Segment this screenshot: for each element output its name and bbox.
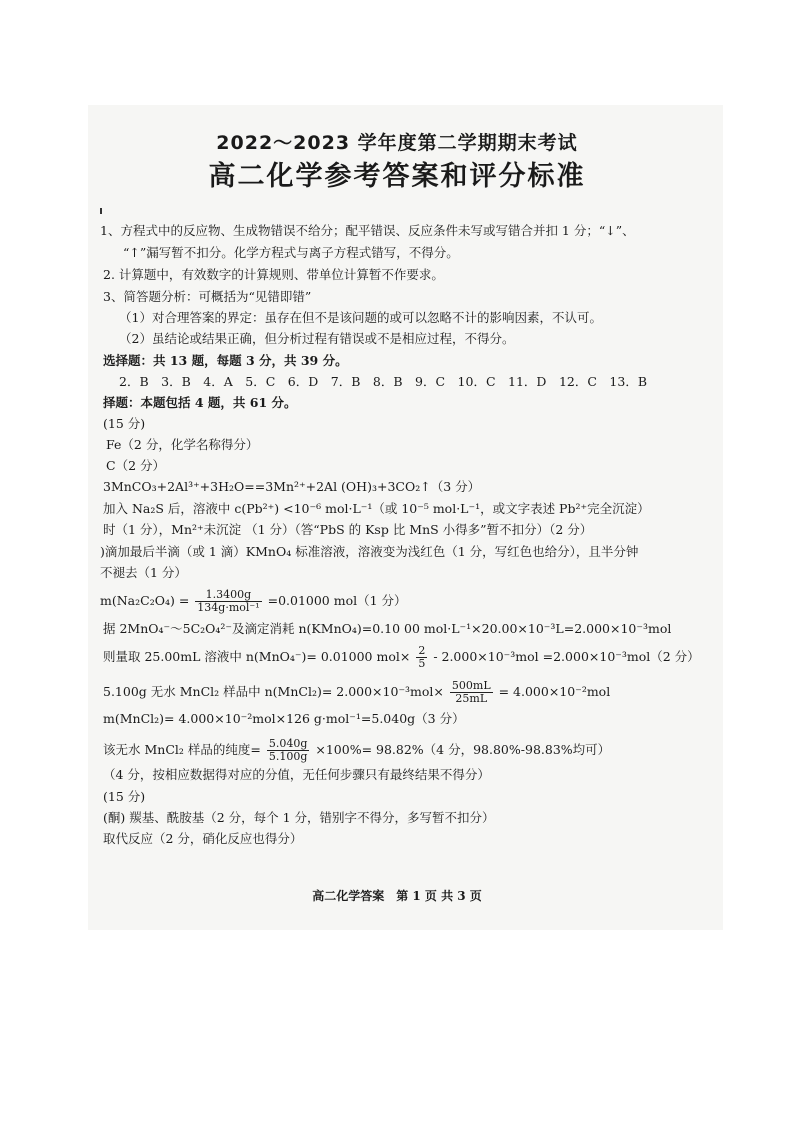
answer-line: 时（1 分），Mn²⁺未沉淀 （1 分）（答“PbS 的 Ksp 比 MnS 小得多”暂不扣分）（2 分）: [103, 522, 593, 537]
choice-header: 选择题：共 13 题，每题 3 分，共 39 分。: [103, 353, 348, 368]
answer-line: 取代反应（2 分，硝化反应也得分）: [103, 831, 303, 846]
note-3a: （1）对合理答案的界定：虽存在但不是该问题的或可以忽略不计的影响因素，不认可。: [119, 310, 602, 325]
fraction-denominator: 25mL: [455, 692, 488, 705]
answer-line: Fe（2 分，化学名称得分）: [106, 437, 259, 452]
note-1a: 1、方程式中的反应物、生成物错误不给分；配平错误、反应条件未写或写错合并扣 1 分；“↓”、: [100, 223, 635, 238]
grading-note: （4 分，按相应数据得对应的分值，无任何步骤只有最终结果不得分）: [103, 767, 490, 782]
question-score: (15 分): [103, 789, 146, 804]
exam-title: 2022～2023 学年度第二学期期末考试: [216, 132, 578, 154]
calc-line: 据 2MnO₄⁻～5C₂O₄²⁻及滴定消耗 n(KMnO₄)=0.10 00 mol·L⁻¹×20.00×10⁻³L=2.000×10⁻³mol: [103, 621, 672, 636]
nonchoice-header: 择题：本题包括 4 题，共 61 分。: [103, 395, 297, 410]
calc-line: [103, 645, 700, 670]
fraction-numerator: 5.040g: [268, 737, 308, 750]
fraction-numerator: 500mL: [451, 679, 491, 692]
note-1b: “↑”漏写暂不扣分。化学方程式与离子方程式错写，不得分。: [123, 245, 459, 260]
calc-line: [103, 738, 610, 763]
calc-text: 则量取 25.00mL 溶液中 n(MnO₄⁻)= 0.01000 mol×: [103, 649, 411, 664]
answer-line: C（2 分）: [106, 458, 165, 473]
note-3b: （2）虽结论或结果正确，但分析过程有错误或不是相应过程，不得分。: [119, 331, 515, 346]
answer-line: )滴加最后半滴（或 1 滴）KMnO₄ 标准溶液，溶液变为浅红色（1 分，写红色也给分），且半分钟: [100, 544, 639, 559]
calc-text: 该无水 MnCl₂ 样品的纯度=: [103, 742, 261, 757]
answer-line: (酮) 羰基、酰胺基（2 分，每个 1 分，错别字不得分，多写暂不扣分）: [103, 810, 495, 825]
fraction-numerator: 1.3400g: [195, 589, 261, 602]
calc-text: =0.01000 mol（1 分）: [267, 593, 407, 608]
fraction: [267, 738, 310, 763]
note-2: 2. 计算题中，有效数字的计算规则、带单位计算暂不作要求。: [103, 267, 444, 282]
fraction-numerator: 2: [418, 644, 426, 657]
scan-mark: [100, 208, 102, 214]
calc-text: m(Na₂C₂O₄) =: [100, 593, 190, 608]
calc-text: 5.100g 无水 MnCl₂ 样品中 n(MnCl₂)= 2.000×10⁻³mol×: [103, 684, 444, 699]
note-3: 3、简答题分析：可概括为“见错即错”: [103, 289, 312, 304]
calc-line: m(MnCl₂)= 4.000×10⁻²mol×126 g·mol⁻¹=5.040g（3 分）: [103, 711, 465, 726]
calc-text: ×100%= 98.82%（4 分，98.80%-98.83%均可）: [315, 742, 611, 757]
fraction-denominator: 5: [418, 657, 426, 670]
calc-text: - 2.000×10⁻³mol =2.000×10⁻³mol（2 分）: [433, 649, 700, 664]
fraction: [416, 645, 427, 670]
fraction: [450, 680, 493, 705]
question-score: (15 分): [103, 416, 146, 431]
calc-text: = 4.000×10⁻²mol: [498, 684, 611, 699]
fraction-denominator: 5.100g: [268, 750, 308, 763]
fraction: [195, 589, 261, 614]
calc-line: [100, 589, 407, 614]
answer-line: 加入 Na₂S 后，溶液中 c(Pb²⁺) <10⁻⁶ mol·L⁻¹（或 10⁻⁵ mol·L⁻¹，或文字表述 Pb²⁺完全沉淀）: [103, 501, 650, 516]
answer-line: 不褪去（1 分）: [100, 565, 187, 580]
calc-line: [103, 680, 610, 705]
equation-line: 3MnCO₃+2Al³⁺+3H₂O==3Mn²⁺+2Al (OH)₃+3CO₂↑（3 分）: [103, 479, 481, 494]
page-footer: 高二化学答案 第 1 页 共 3 页: [312, 889, 482, 903]
fraction-denominator: 134g·mol⁻¹: [197, 601, 260, 614]
document-title: 高二化学参考答案和评分标准: [208, 161, 586, 192]
choice-answers: 2．B 3．B 4．A 5．C 6．D 7．B 8．B 9．C 10．C 11．D 12．C 13．B: [119, 374, 648, 389]
